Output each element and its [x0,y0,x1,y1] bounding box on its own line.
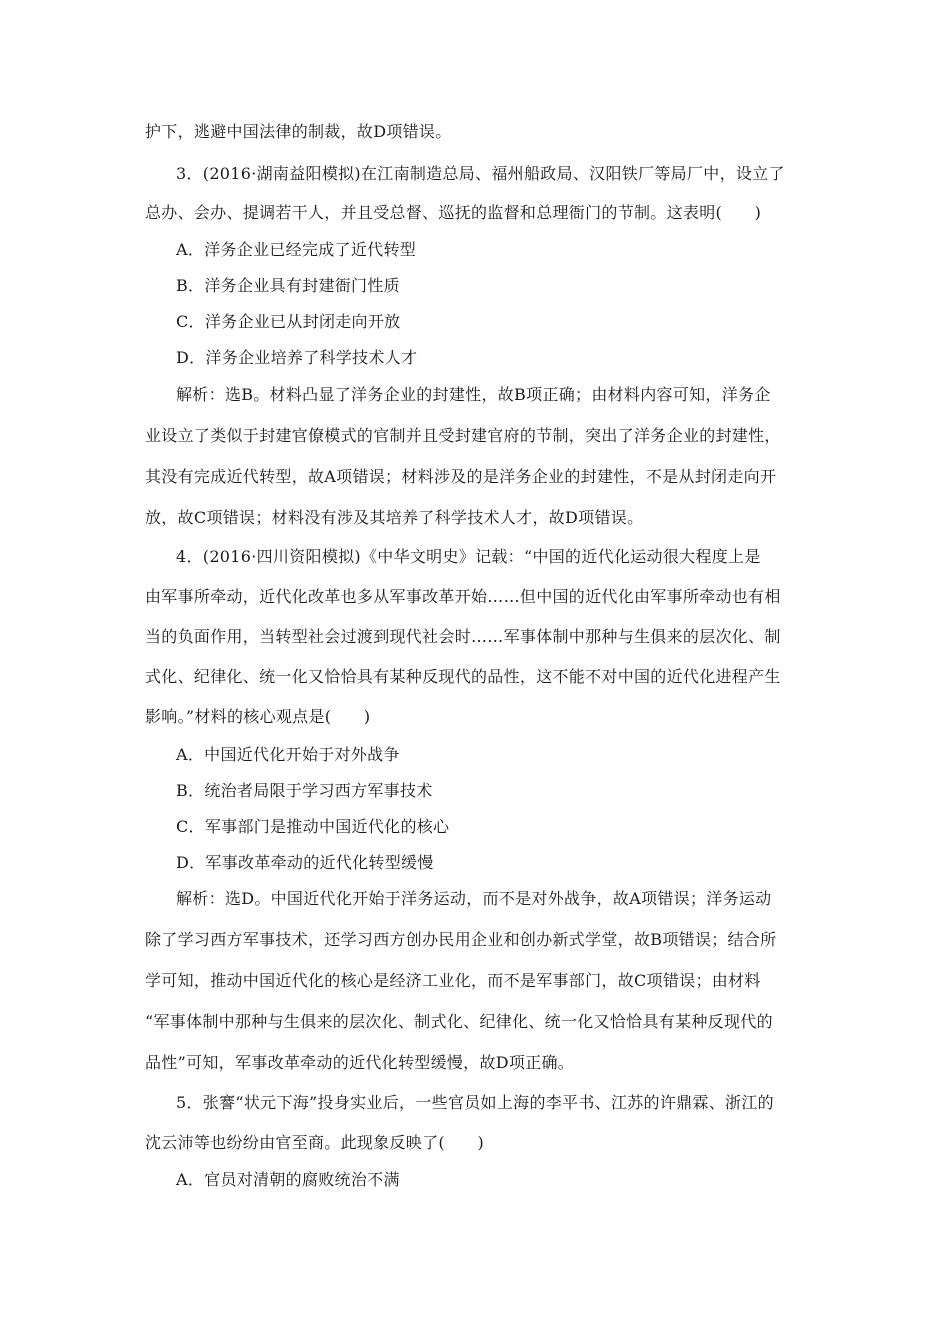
text-line: 当的负面作用，当转型社会过渡到现代社会时……军事体制中那种与生俱来的层次化、制 [145,627,781,646]
text-line: 式化、纪律化、统一化又恰恰具有某种反现代的品性，这不能不对中国的近代化进程产生 [145,667,781,686]
text-line: 学可知，推动中国近代化的核心是经济工业化，而不是军事部门，故C项错误；由材料 [145,971,761,990]
text-line: 业设立了类似于封建官僚模式的官制并且受封建官府的节制，突出了洋务企业的封建性， [145,426,781,445]
question-3-stem: 3．(2016·湖南益阳模拟)在江南制造总局、福州船政局、汉阳铁厂等局厂中，设立了 [176,164,785,183]
text-line: 品性”可知，军事改革牵动的近代化转型缓慢，故D项正确。 [145,1053,575,1072]
question-3-option-d: D．洋务企业培养了科学技术人才 [176,348,418,367]
question-3-analysis: 解析：选B。材料凸显了洋务企业的封建性，故B项正确；由材料内容可知，洋务企 [176,385,771,404]
text-line: 影响。”材料的核心观点是( ) [145,707,371,726]
text-line: “军事体制中那种与生俱来的层次化、制式化、纪律化、统一化又恰恰具有某种反现代的 [145,1012,773,1031]
question-4-option-d: D．军事改革牵动的近代化转型缓慢 [176,853,434,872]
question-3-option-b: B．洋务企业具有封建衙门性质 [176,276,400,295]
question-4-option-c: C．军事部门是推动中国近代化的核心 [176,817,450,836]
question-5-stem: 5．张謇“状元下海”投身实业后，一些官员如上海的李平书、江苏的许鼎霖、浙江的 [176,1093,774,1112]
text-line: 总办、会办、提调若干人，并且受总督、巡抚的监督和总理衙门的节制。这表明( ) [145,203,762,222]
question-4-analysis: 解析：选D。中国近代化开始于洋务运动，而不是对外战争，故A项错误；洋务运动 [176,889,772,908]
question-5-option-a: A．官员对清朝的腐败统治不满 [176,1170,400,1189]
question-4-option-b: B．统治者局限于学习西方军事技术 [176,781,433,800]
text-line: 其没有完成近代转型，故A项错误；材料涉及的是洋务企业的封建性，不是从封闭走向开 [145,467,777,486]
text-line: 沈云沛等也纷纷由官至商。此现象反映了( ) [145,1133,485,1152]
question-3-option-a: A．洋务企业已经完成了近代转型 [176,240,417,259]
question-4-option-a: A．中国近代化开始于对外战争 [176,745,400,764]
text-line: 放，故C项错误；材料没有涉及其培养了科学技术人才，故D项错误。 [145,508,644,527]
text-line: 除了学习西方军事技术，还学习西方创办民用企业和创办新式学堂，故B项错误；结合所 [145,930,777,949]
text-line: 由军事所牵动，近代化改革也多从军事改革开始……但中国的近代化由军事所牵动也有相 [145,587,781,606]
question-3-option-c: C．洋务企业已从封闭走向开放 [176,312,401,331]
question-4-stem: 4．(2016·四川资阳模拟)《中华文明史》记载：“中国的近代化运动很大程度上是 [176,547,761,566]
text-line: 护下，逃避中国法律的制裁，故D项错误。 [145,122,452,141]
